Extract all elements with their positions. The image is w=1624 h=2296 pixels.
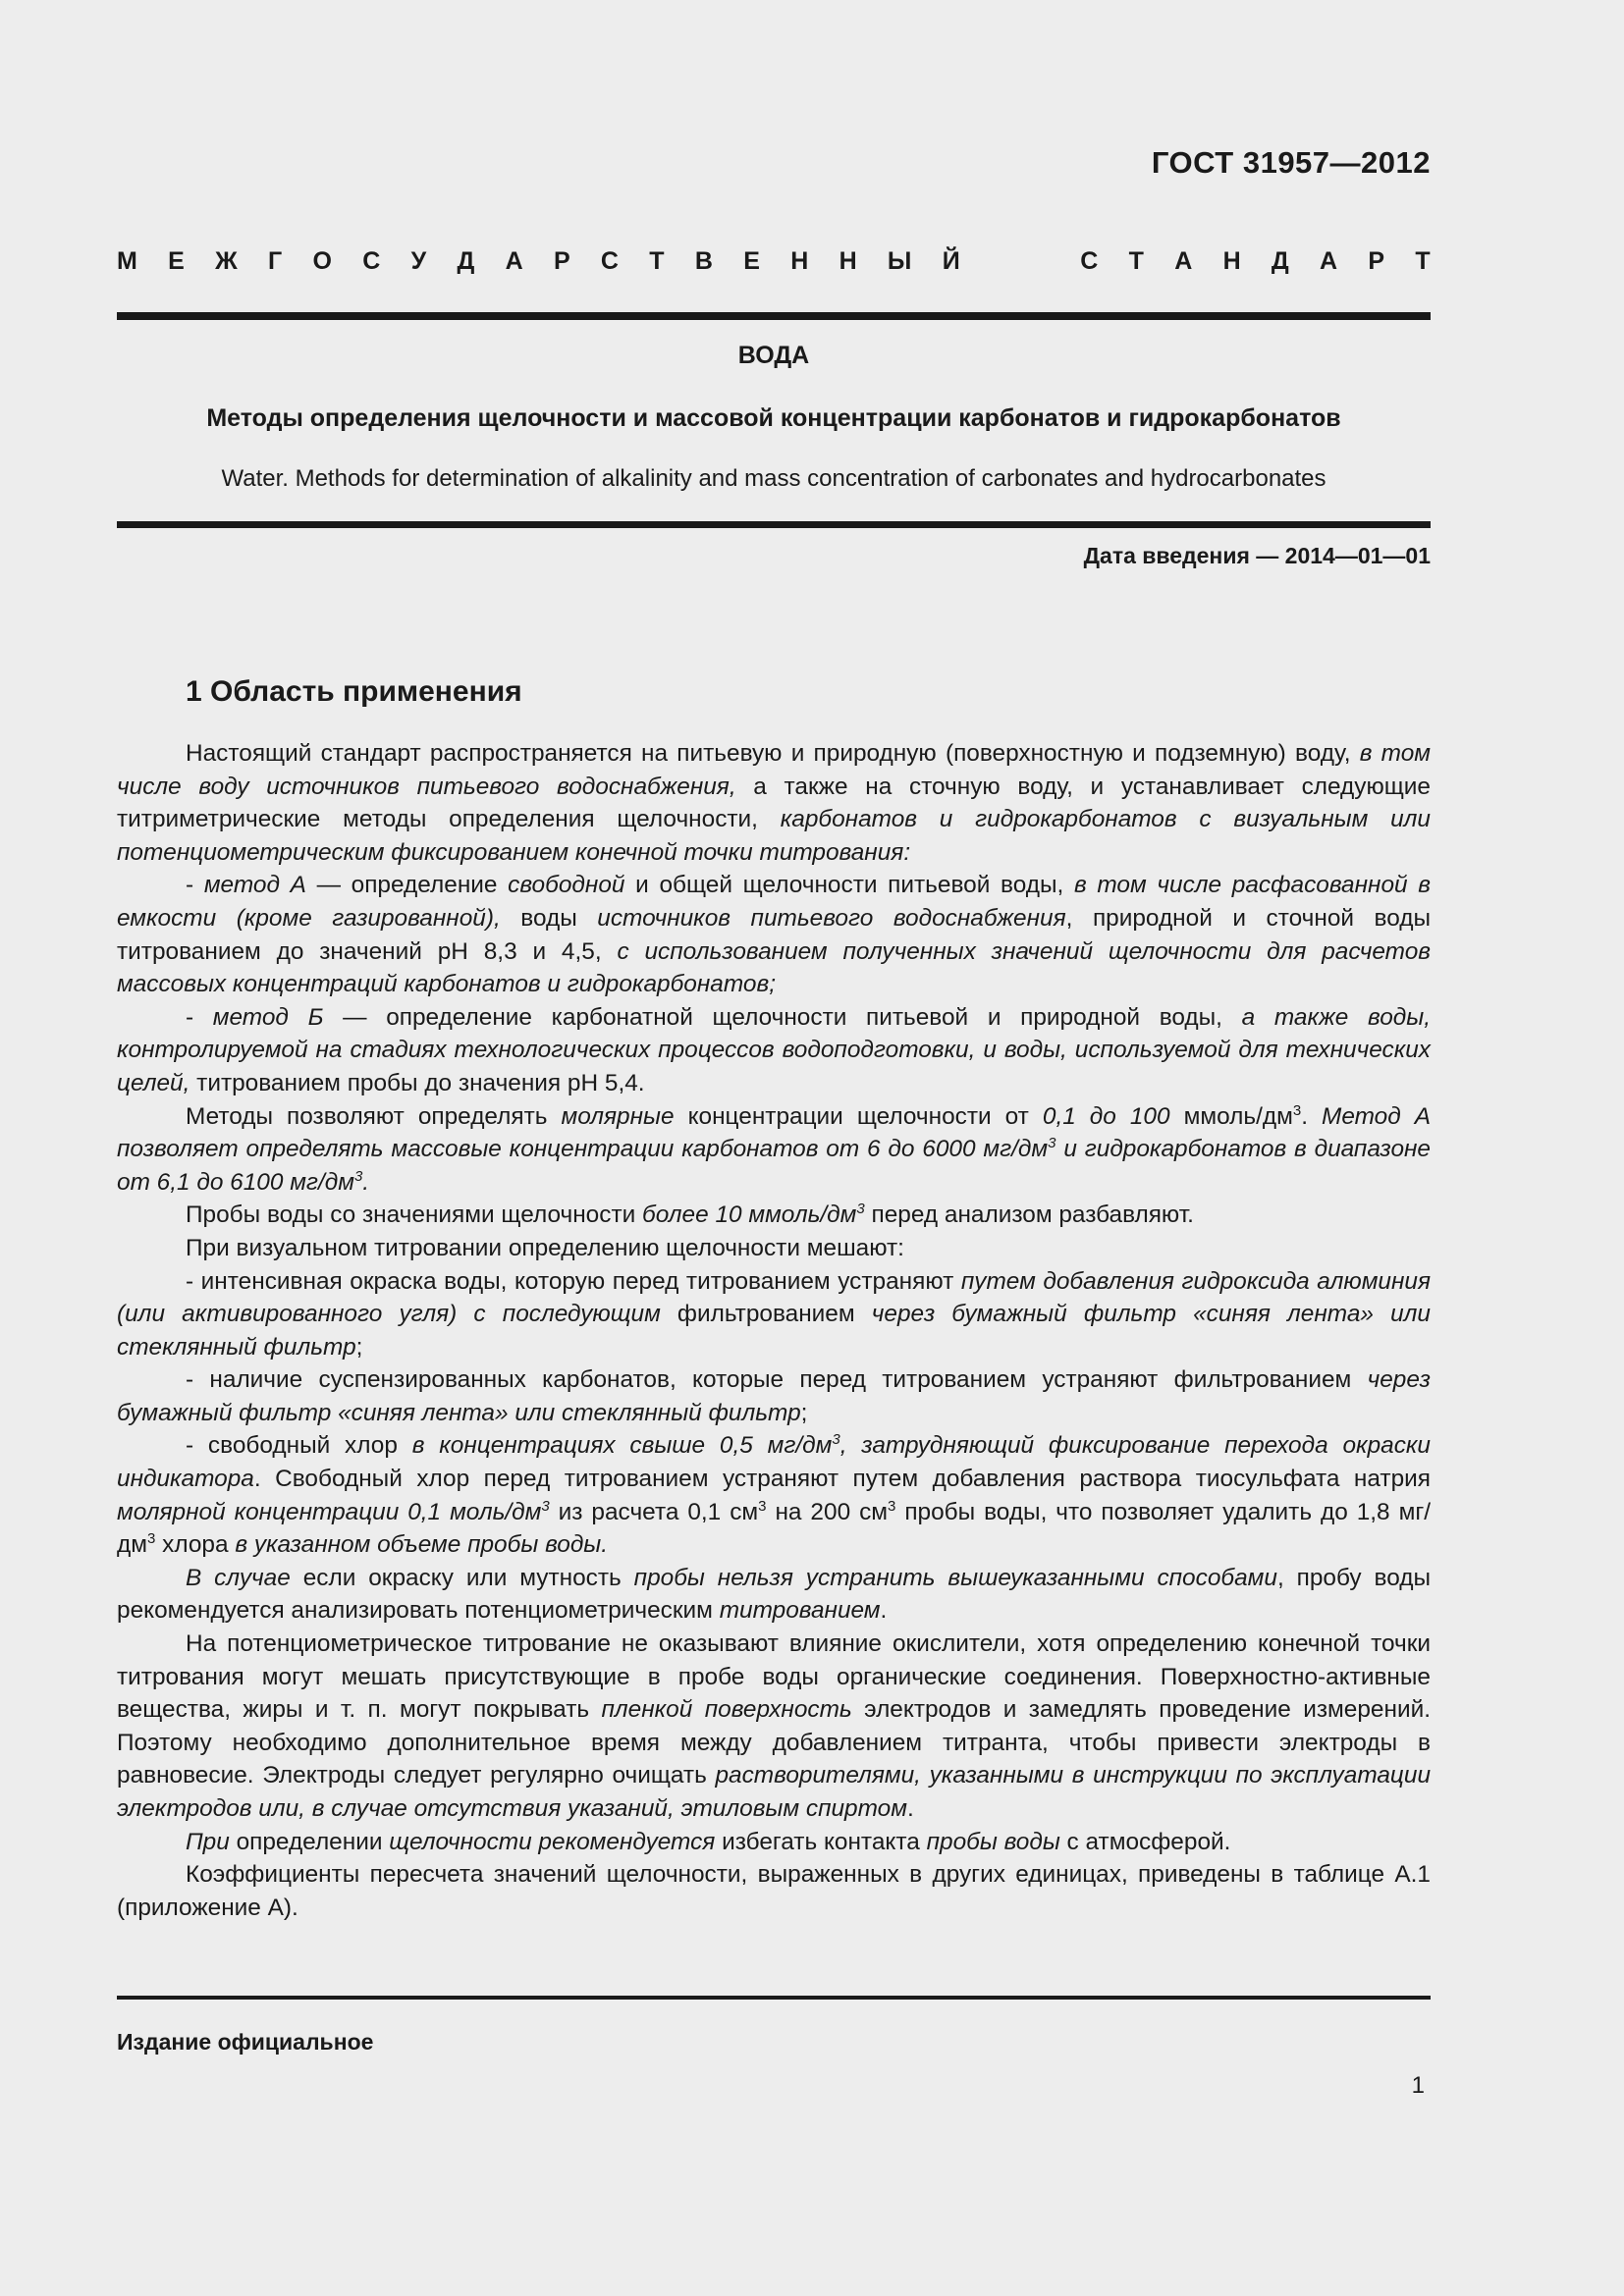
text-run: Метод А позволяет определять массовые концентрации карбонатов от 6 до 6000 мг/дм (117, 1102, 1431, 1163)
superscript: 3 (856, 1201, 865, 1218)
heading-letter: Н (839, 247, 857, 275)
text-run: карбонатов и гидрокарбонатов с визуальным или потенциометрическим фиксированием конечной точки титрования: (117, 806, 1431, 866)
text-run: концентрации щелочности от (674, 1102, 1043, 1130)
text-run: молярной концентрации 0,1 моль/дм (117, 1498, 542, 1525)
text-run: пробы воды (926, 1828, 1060, 1855)
text-run: . (880, 1597, 888, 1625)
heading-word-gap (991, 247, 1050, 276)
body-paragraph (117, 1429, 1431, 1561)
heading-letter: В (694, 247, 713, 275)
text-run: и гидрокарбонатов в диапазоне от 6,1 до 6100 мг/дм (117, 1136, 1431, 1196)
text-run: - наличие суспензированных карбонатов, которые перед титрованием устраняют фильтрованием (186, 1366, 1368, 1394)
text-run: если окраску или мутность (290, 1564, 634, 1591)
section-body (117, 737, 1431, 1924)
text-run: молярные (561, 1102, 675, 1130)
text-run: 0,1 до 100 (1042, 1102, 1170, 1130)
text-run: , природной и сточной воды титрованием до значений pH 8,3 и 4,5, (117, 904, 1432, 965)
heading-letter: Й (942, 247, 960, 275)
heading-letter: Т (1415, 247, 1431, 275)
text-run: в указанном объеме пробы воды. (235, 1531, 609, 1559)
text-run: пробы нельзя устранить вышеуказанными способами (633, 1564, 1277, 1591)
text-run: В случае (186, 1564, 291, 1591)
superscript: 3 (888, 1497, 896, 1515)
text-run: и общей щелочности питьевой воды, (624, 872, 1074, 899)
superscript: 3 (1048, 1135, 1056, 1151)
title-bottom-rule (117, 521, 1431, 528)
superscript: 3 (541, 1497, 550, 1515)
text-run: - интенсивная окраска воды, которую перед титрованием устраняют (186, 1267, 961, 1295)
heading-letter: С (600, 247, 619, 275)
top-rule (117, 312, 1431, 320)
text-run: в концентрациях свыше 0,5 мг/дм (411, 1432, 833, 1460)
heading-letter: Д (457, 247, 475, 275)
heading-letter: Т (1128, 247, 1144, 275)
text-run: путем добавления гидроксида алюминия (или активированного угля) с последующим (117, 1267, 1431, 1328)
text-run: - свободный хлор (186, 1432, 412, 1460)
heading-letter: С (362, 247, 381, 275)
heading-letter: Г (268, 247, 283, 275)
text-run: . Свободный хлор перед титрованием устраняют путем добавления раствора тиосульфата натрия (253, 1466, 1431, 1493)
body-paragraph (117, 1001, 1431, 1100)
introduction-date: Дата введения — 2014—01—01 (1083, 543, 1431, 568)
text-run: ммоль/дм (1169, 1102, 1293, 1130)
document-title: ВОДА (737, 342, 810, 369)
text-run: а также на сточную воду, и устанавливает следующие титриметрические методы определения щелочности, (117, 773, 1431, 833)
body-paragraph (117, 1562, 1431, 1628)
body-paragraph (117, 1100, 1431, 1200)
heading-letter: У (410, 247, 427, 275)
text-run: в том числе воду источников питьевого водоснабжения, (117, 740, 1431, 800)
superscript: 3 (1292, 1101, 1302, 1119)
text-run: — определение (305, 872, 509, 899)
text-run: источников питьевого водоснабжения (597, 904, 1066, 932)
heading-letter: Р (553, 247, 570, 275)
text-run: Коэффициенты пересчета значений щелочности, выраженных в других единицах, приведены в таблице А.1 (приложение А). (117, 1861, 1431, 1921)
heading-letter: А (1320, 247, 1338, 275)
body-paragraph (117, 1232, 1431, 1265)
text-run: ; (800, 1399, 808, 1426)
heading-letter: Д (1271, 247, 1289, 275)
text-run: электродов и замедлять проведение измерений. Поэтому необходимо дополнительное время между добавлением титранта, чтобы привести электроды в равновесие. Электроды следует регулярно очищать (117, 1696, 1431, 1789)
text-run: растворителями, указанными в инструкции по эксплуатации электродов или, в случае отсутствия указаний, этиловым спиртом (117, 1762, 1432, 1822)
text-run: из расчета 0,1 см (549, 1498, 759, 1525)
text-run: метод А (203, 872, 306, 899)
text-run: При визуальном титровании определению щелочности мешают: (186, 1234, 904, 1261)
text-run: фильтрованием (660, 1301, 872, 1328)
heading-letter: Р (1368, 247, 1385, 275)
text-run: пленкой поверхность (601, 1696, 852, 1724)
text-run: определении (229, 1828, 390, 1855)
text-run: а также воды, контролируемой на стадиях технологических процессов водоподготовки, и воды, используемой для технических целей, (117, 1003, 1431, 1096)
text-run: . (1301, 1102, 1323, 1130)
document-subtitle: Методы определения щелочности и массовой концентрации карбонатов и гидрокарбонатов (206, 404, 1341, 432)
heading-letter: Ж (215, 247, 238, 275)
text-run: Методы позволяют определять (186, 1102, 562, 1130)
body-paragraph (117, 1363, 1431, 1429)
body-paragraph (117, 1265, 1431, 1364)
text-run: через бумажный фильтр «синяя лента» или стеклянный фильтр (117, 1301, 1431, 1361)
text-run: пробы воды, что позволяет удалить до 1,8 мг/дм (117, 1498, 1432, 1559)
text-run: , затрудняющий фиксирование перехода окраски индикатора (117, 1432, 1431, 1493)
text-run: . (362, 1168, 370, 1196)
text-run: свободной (508, 872, 625, 899)
text-run: - (186, 1003, 213, 1031)
superscript: 3 (758, 1497, 767, 1515)
document-title-english: Water. Methods for determination of alkalinity and mass concentration of carbonates and hydrocarbonates (221, 465, 1326, 492)
text-run: хлора (155, 1531, 236, 1559)
text-run: На потенциометрическое титрование не оказывают влияние окислители, хотя определению конечной точки титрования могут мешать присутствующие в пробе воды органические соединения. Поверхностно-активные вещества, жиры и т. п. могут покрывать (117, 1630, 1431, 1724)
body-paragraph (117, 737, 1431, 869)
text-run: перед анализом разбавляют. (864, 1201, 1194, 1229)
heading-letter: О (312, 247, 332, 275)
text-run: , пробу воды рекомендуется анализировать потенциометрическим (117, 1564, 1431, 1625)
text-run: титрованием (719, 1597, 881, 1625)
text-run: щелочности рекомендуется (389, 1828, 716, 1855)
heading-letter: Н (790, 247, 809, 275)
text-run: на 200 см (766, 1498, 889, 1525)
text-run: в том числе расфасованной в емкости (кроме газированной), (117, 872, 1431, 932)
text-run: избегать контакта (715, 1828, 927, 1855)
body-paragraph (117, 1628, 1431, 1826)
text-run: с использованием полученных значений щелочности для расчетов массовых концентраций карбонатов и гидрокарбонатов; (117, 937, 1432, 998)
superscript: 3 (353, 1167, 363, 1185)
text-run: метод Б (212, 1003, 324, 1031)
heading-letter: С (1080, 247, 1099, 275)
heading-letter: Т (649, 247, 665, 275)
text-run: - (186, 872, 204, 899)
standard-type-heading (117, 247, 1431, 276)
text-run: . (906, 1795, 914, 1822)
section-title: 1 Область применения (186, 675, 522, 708)
text-run: с атмосферой. (1059, 1828, 1231, 1855)
body-paragraph (117, 1199, 1431, 1232)
superscript: 3 (832, 1431, 840, 1449)
text-run: воды (500, 904, 598, 932)
heading-letter: Ы (887, 247, 912, 275)
footer-rule (117, 1996, 1431, 2000)
standard-code: ГОСТ 31957—2012 (1151, 145, 1431, 180)
heading-letter: А (505, 247, 523, 275)
body-paragraph (117, 1858, 1431, 1924)
heading-letter: Е (168, 247, 185, 275)
text-run: через бумажный фильтр «синяя лента» или стеклянный фильтр (117, 1366, 1431, 1426)
heading-letter: А (1174, 247, 1193, 275)
text-run: Настоящий стандарт распространяется на питьевую и природную (поверхностную и подземную) воду, (186, 740, 1360, 767)
text-run: Пробы воды со значениями щелочности (186, 1201, 643, 1229)
text-run: При (186, 1828, 230, 1855)
page-number: 1 (1411, 2072, 1425, 2099)
heading-letter: Е (743, 247, 760, 275)
text-run: ; (355, 1333, 363, 1361)
body-paragraph (117, 1826, 1431, 1859)
edition-label: Издание официальное (117, 2029, 374, 2055)
text-run: более 10 ммоль/дм (642, 1201, 857, 1229)
heading-letter: Н (1222, 247, 1241, 275)
body-paragraph (117, 869, 1431, 1000)
heading-letter: М (117, 247, 137, 275)
text-run: титрованием пробы до значения pH 5,4. (189, 1069, 645, 1096)
superscript: 3 (147, 1530, 156, 1548)
text-run: — определение карбонатной щелочности питьевой и природной воды, (323, 1003, 1242, 1031)
